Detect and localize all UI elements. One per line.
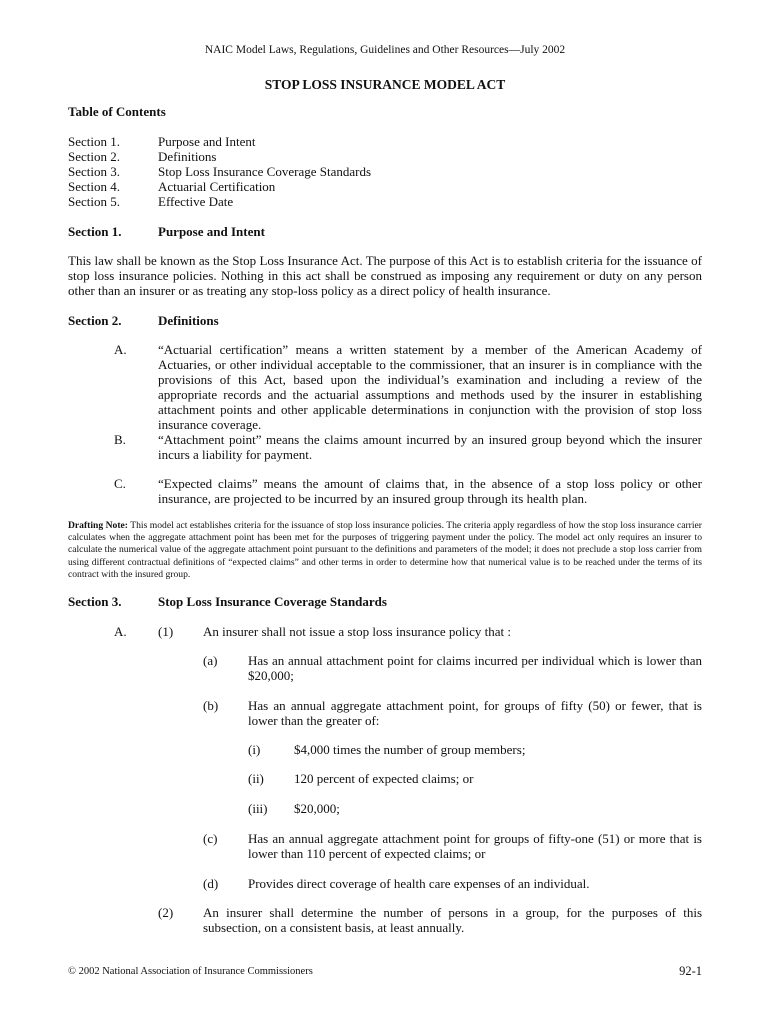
toc-item (68, 134, 668, 150)
definition-text: “Attachment point” means the claims amount incurred by an insured group beyond which the insurer incurs a liability for payment. (158, 432, 702, 462)
section-title: Stop Loss Insurance Coverage Standards (158, 594, 387, 609)
section-1-body: This law shall be known as the Stop Loss Insurance Act. The purpose of this Act is to establish criteria for the issuance of stop loss insurance policies. Nothing in this act shall be construed as imposing any requirement or duty on any person other than an insurer or as treating any stop-loss policy as a direct policy of health insurance. (68, 253, 702, 298)
subitem-label: (iii) (248, 801, 268, 816)
footer-copyright: © 2002 National Association of Insurance Commissioners (68, 966, 313, 977)
toc-heading: Table of Contents (68, 104, 166, 119)
subitem-text: $20,000; (294, 801, 340, 816)
section-number: Section 1. (68, 224, 122, 239)
paragraph-label: (2) (158, 905, 174, 920)
definition-label: C. (114, 476, 126, 491)
definition-text: “Expected claims” means the amount of claims that, in the absence of a stop loss policy or other insurance, are projected to be incurred by an insured group through its health plan. (158, 476, 702, 506)
toc-item-number: Section 4. (68, 179, 120, 194)
paragraph-text: An insurer shall not issue a stop loss insurance policy that : (203, 624, 511, 639)
item-label: (d) (203, 876, 219, 891)
toc-item (68, 149, 668, 165)
running-header: NAIC Model Laws, Regulations, Guidelines and Other Resources—July 2002 (204, 44, 566, 56)
paragraph-label: (1) (158, 624, 174, 639)
toc-item-title: Definitions (158, 149, 217, 164)
subitem-text: $4,000 times the number of group members; (294, 742, 526, 757)
drafting-note (68, 520, 702, 581)
item-text: Provides direct coverage of health care expenses of an individual. (248, 876, 590, 891)
toc-item (68, 179, 668, 195)
toc-item (68, 194, 668, 210)
page-number: 92-1 (679, 964, 702, 978)
toc-item-title: Actuarial Certification (158, 179, 276, 194)
item-text: Has an annual aggregate attachment point for groups of fifty-one (51) or more that is lower than 110 percent of expected claims; or (248, 831, 702, 861)
section-number: Section 3. (68, 594, 122, 609)
document-title: STOP LOSS INSURANCE MODEL ACT (264, 77, 506, 92)
section-title: Definitions (158, 313, 219, 328)
toc-item-title: Stop Loss Insurance Coverage Standards (158, 164, 372, 179)
subsection-label: A. (114, 624, 127, 639)
toc-item-number: Section 5. (68, 194, 120, 209)
subitem-label: (ii) (248, 771, 264, 786)
toc-item-number: Section 3. (68, 164, 120, 179)
definition-label: A. (114, 342, 127, 357)
item-text: Has an annual aggregate attachment point, for groups of fifty (50) or fewer, that is lower than the greater of: (248, 698, 702, 728)
drafting-note-text: This model act establishes criteria for the issuance of stop loss insurance policies. The criteria apply regardless of how the stop loss insurance carrier calculates when the aggregate attachment point has been met for the purposes of triggering payment under the policy. The model act only requires an insurer to calculate the numerical value of the aggregate attachment point pursuant to the definitions and parameters of the model; it does not preclude a stop loss carrier from using different contractual definitions of “expected claims” and other terms in order to determine how that numerical value is to be reached under the terms of its contract with the insured group. (68, 520, 702, 580)
paragraph-text: An insurer shall determine the number of persons in a group, for the purposes of this subsection, on a consistent basis, at least annually. (203, 905, 702, 935)
drafting-note-label: Drafting Note: (68, 520, 128, 531)
item-label: (a) (203, 653, 218, 668)
definition-label: B. (114, 432, 126, 447)
section-number: Section 2. (68, 313, 122, 328)
subitem-label: (i) (248, 742, 261, 757)
item-label: (b) (203, 698, 219, 713)
toc-item-number: Section 2. (68, 149, 120, 164)
item-text: Has an annual attachment point for claims incurred per individual which is lower than $20,000; (248, 653, 702, 683)
toc-item-title: Purpose and Intent (158, 134, 256, 149)
section-title: Purpose and Intent (158, 224, 265, 239)
item-label: (c) (203, 831, 218, 846)
definition-text: “Actuarial certification” means a written statement by a member of the American Academy of Actuaries, or other individual acceptable to the commissioner, that an insurer is in compliance with the provisions of this Act, based upon the individual’s examination and including a review of the appropriate records and the actuarial assumptions and methods used by the insurer in establishing attachment points and other applicable determinations in conjunction with the provision of stop loss insurance coverage. (158, 342, 702, 432)
subitem-text: 120 percent of expected claims; or (294, 771, 474, 786)
toc-item (68, 164, 668, 180)
toc-item-number: Section 1. (68, 134, 120, 149)
toc-item-title: Effective Date (158, 194, 234, 209)
